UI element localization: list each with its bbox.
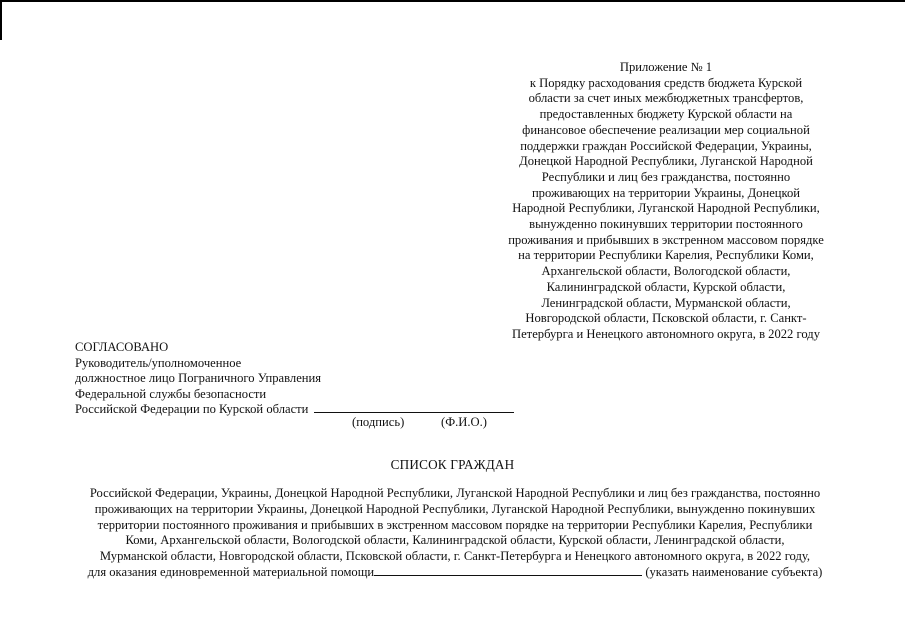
name-hint: (Ф.И.О.) bbox=[441, 415, 487, 429]
appendix-line: Народной Республики, Луганской Народной Республики, bbox=[512, 201, 820, 216]
description-line: Российской Федерации, Украины, Донецкой Народной Республики, Луганской Народной Республики и лиц без гражданства, постоянно bbox=[89, 486, 821, 500]
signature-blank-field bbox=[314, 402, 514, 413]
appendix-line: Республики и лиц без гражданства, постоянно bbox=[541, 169, 791, 184]
appendix-line: Новгородской области, Псковской области, г. Санкт- bbox=[525, 311, 807, 326]
subject-blank-field bbox=[374, 565, 642, 576]
appendix-line: вынужденно покинувших территории постоянного bbox=[529, 217, 803, 232]
approval-line: Российской Федерации по Курской области bbox=[75, 402, 309, 417]
scan-border-left bbox=[0, 0, 2, 40]
appendix-line: проживающих на территории Украины, Донецкой bbox=[531, 185, 801, 200]
approval-line: должностное лицо Пограничного Управления bbox=[75, 371, 322, 386]
purpose-text: для оказания единовременной материальной помощи bbox=[87, 564, 375, 579]
approval-line: Руководитель/уполномоченное bbox=[75, 355, 242, 370]
approval-block bbox=[75, 340, 514, 418]
description-line: проживающих на территории Украины, Донецкой Народной Республики, Луганской Народной Республики, вынужденно покинувших bbox=[94, 501, 816, 516]
appendix-line: финансовое обеспечение реализации мер социальной bbox=[522, 122, 810, 137]
list-description bbox=[60, 486, 850, 581]
appendix-line: Донецкой Народной Республики, Луганской Народной bbox=[519, 154, 813, 169]
appendix-line: поддержки граждан Российской Федерации, Украины, bbox=[520, 138, 812, 153]
description-line: Мурманской области, Новгородской области, Псковской области, г. Санкт-Петербурга и Ненецкого автономного округа, в 2022 году, bbox=[99, 549, 811, 564]
description-line: Коми, Архангельской области, Вологодской области, Калининградской области, Курской области, Ленинградской области, bbox=[125, 533, 785, 548]
appendix-line: Приложение № 1 bbox=[619, 60, 713, 74]
appendix-line: Архангельской области, Вологодской области, bbox=[541, 264, 791, 279]
approval-line: Федеральной службы безопасности bbox=[75, 386, 267, 401]
appendix-line: предоставленных бюджету Курской области на bbox=[539, 107, 793, 122]
appendix-line: на территории Республики Карелия, Республики Коми, bbox=[518, 248, 814, 263]
appendix-line: Петербурга и Ненецкого автономного округа, в 2022 году bbox=[512, 326, 820, 341]
appendix-line: проживания и прибывших в экстренном массовом порядке bbox=[508, 232, 824, 247]
appendix-line: Ленинградской области, Мурманской области, bbox=[541, 295, 791, 310]
description-last-line bbox=[60, 565, 850, 581]
list-title: СПИСОК ГРАЖДАН bbox=[390, 457, 515, 472]
scan-border-top bbox=[0, 0, 905, 2]
approval-heading: СОГЛАСОВАНО bbox=[75, 340, 169, 354]
appendix-line: области за счет иных межбюджетных трансфертов, bbox=[528, 91, 804, 106]
subject-hint: (указать наименование субъекта) bbox=[645, 564, 823, 579]
appendix-line: Калининградской области, Курской области, bbox=[546, 279, 786, 294]
appendix-line: к Порядку расходования средств бюджета Курской bbox=[529, 75, 803, 90]
appendix-header bbox=[486, 60, 846, 343]
signature-hint: (подпись) bbox=[352, 415, 405, 429]
description-line: территории постоянного проживания и прибывших в экстренном массовом порядке на территории Республики Карелия, Республики bbox=[97, 517, 813, 532]
